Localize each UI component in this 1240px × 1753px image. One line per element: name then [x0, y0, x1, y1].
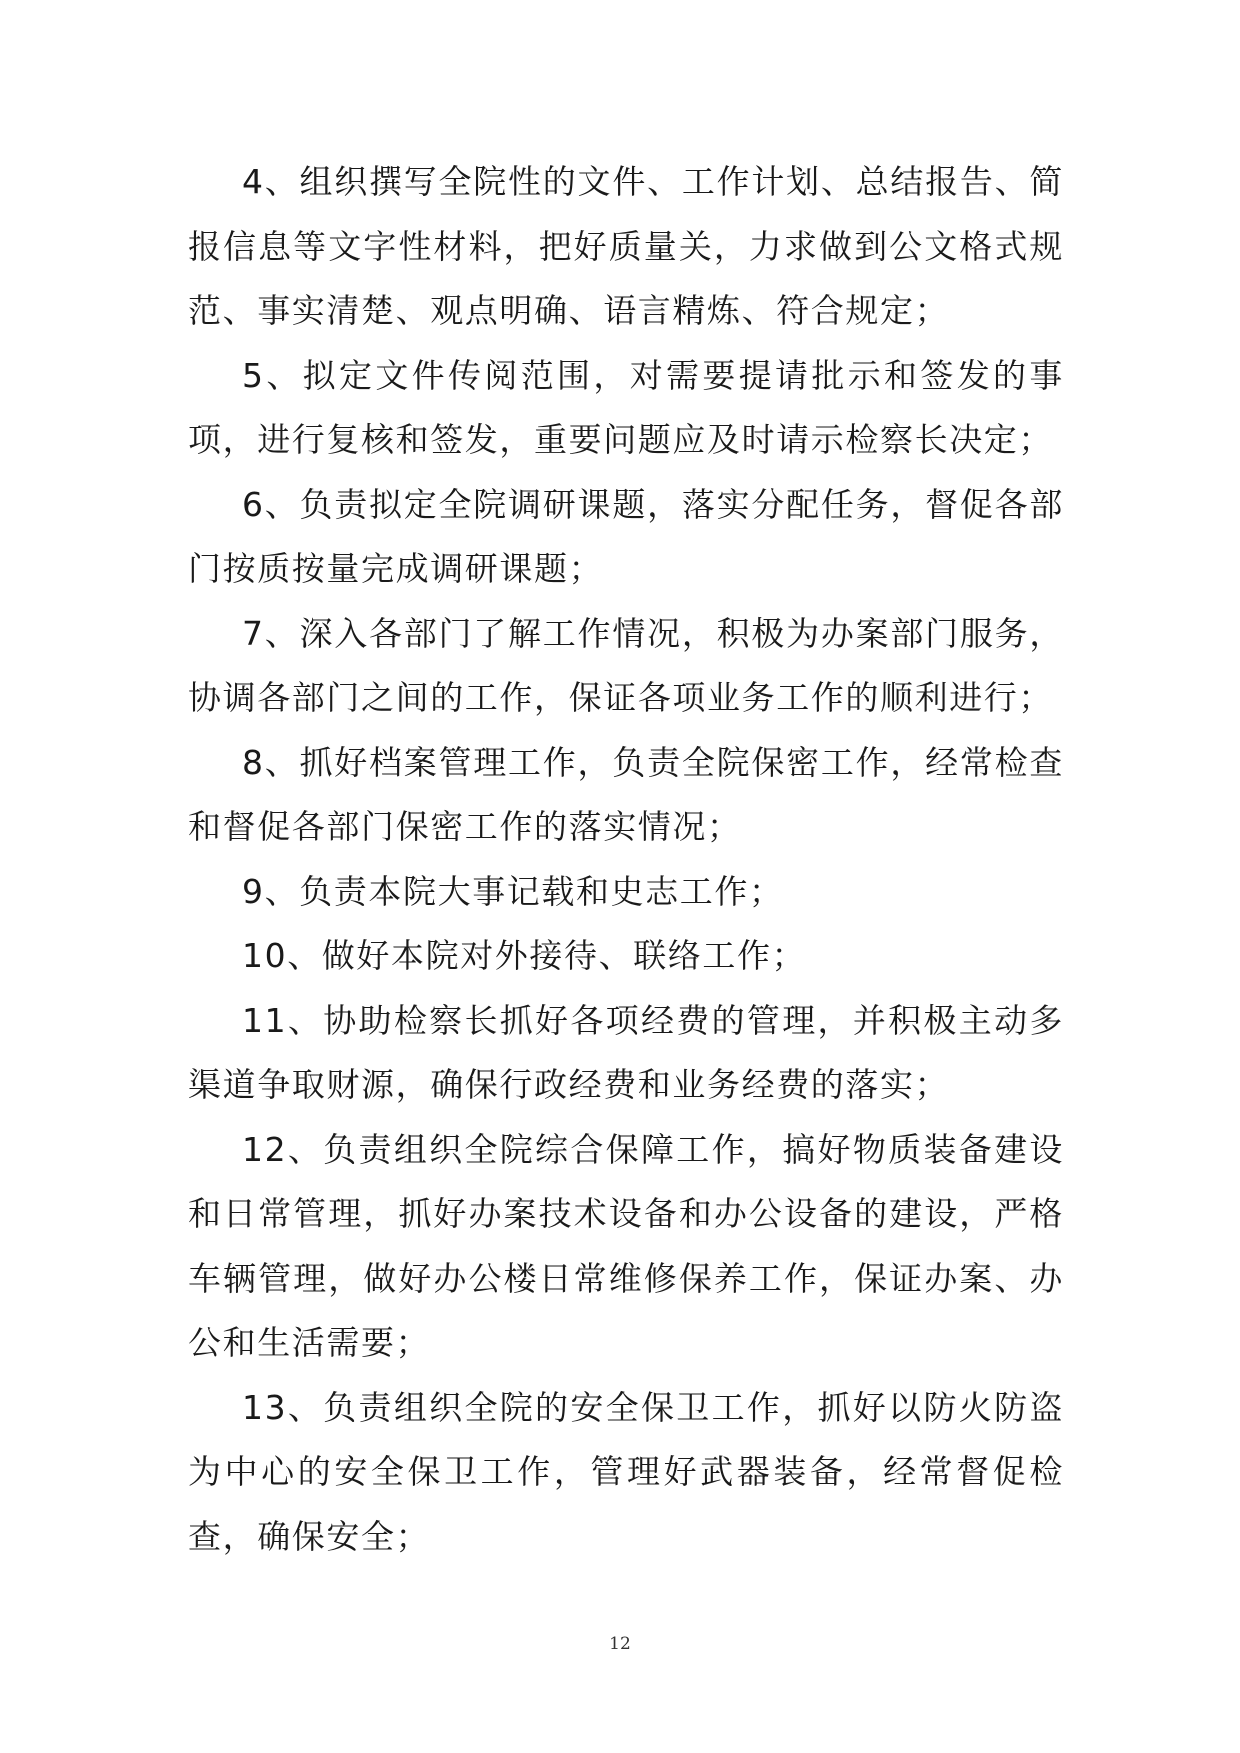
paragraph-item-13: 13、负责组织全院的安全保卫工作，抓好以防火防盗为中心的安全保卫工作，管理好武器装备，经常督促检查，确保安全；: [188, 1387, 1064, 1556]
paragraph-item-9: 9、负责本院大事记载和史志工作；: [242, 871, 784, 911]
paragraph-item-11: 11、协助检察长抓好各项经费的管理，并积极主动多渠道争取财源，确保行政经费和业务经费的落实；: [188, 1000, 1064, 1104]
document-body: [188, 150, 1064, 1569]
paragraph-item-5: 5、拟定文件传阅范围，对需要提请批示和签发的事项，进行复核和签发，重要问题应及时请示检察长决定；: [188, 355, 1064, 459]
paragraph-item-10: 10、做好本院对外接待、联络工作；: [242, 936, 807, 975]
paragraph-item-6: 6、负责拟定全院调研课题，落实分配任务，督促各部门按质按量完成调研课题；: [188, 484, 1064, 588]
paragraph-item-7: 7、深入各部门了解工作情况，积极为办案部门服务，协调各部门之间的工作，保证各项业务工作的顺利进行；: [188, 613, 1064, 717]
paragraph-item-8: 8、抓好档案管理工作，负责全院保密工作，经常检查和督促各部门保密工作的落实情况；: [188, 742, 1064, 846]
page-number: 12: [609, 1634, 631, 1654]
paragraph-item-4: 4、组织撰写全院性的文件、工作计划、总结报告、简报信息等文字性材料，把好质量关，力求做到公文格式规范、事实清楚、观点明确、语言精炼、符合规定；: [188, 162, 1064, 330]
paragraph-item-12: 12、负责组织全院综合保障工作，搞好物质装备建设和日常管理，抓好办案技术设备和办公设备的建设，严格车辆管理，做好办公楼日常维修保养工作，保证办案、办公和生活需要；: [188, 1129, 1064, 1362]
